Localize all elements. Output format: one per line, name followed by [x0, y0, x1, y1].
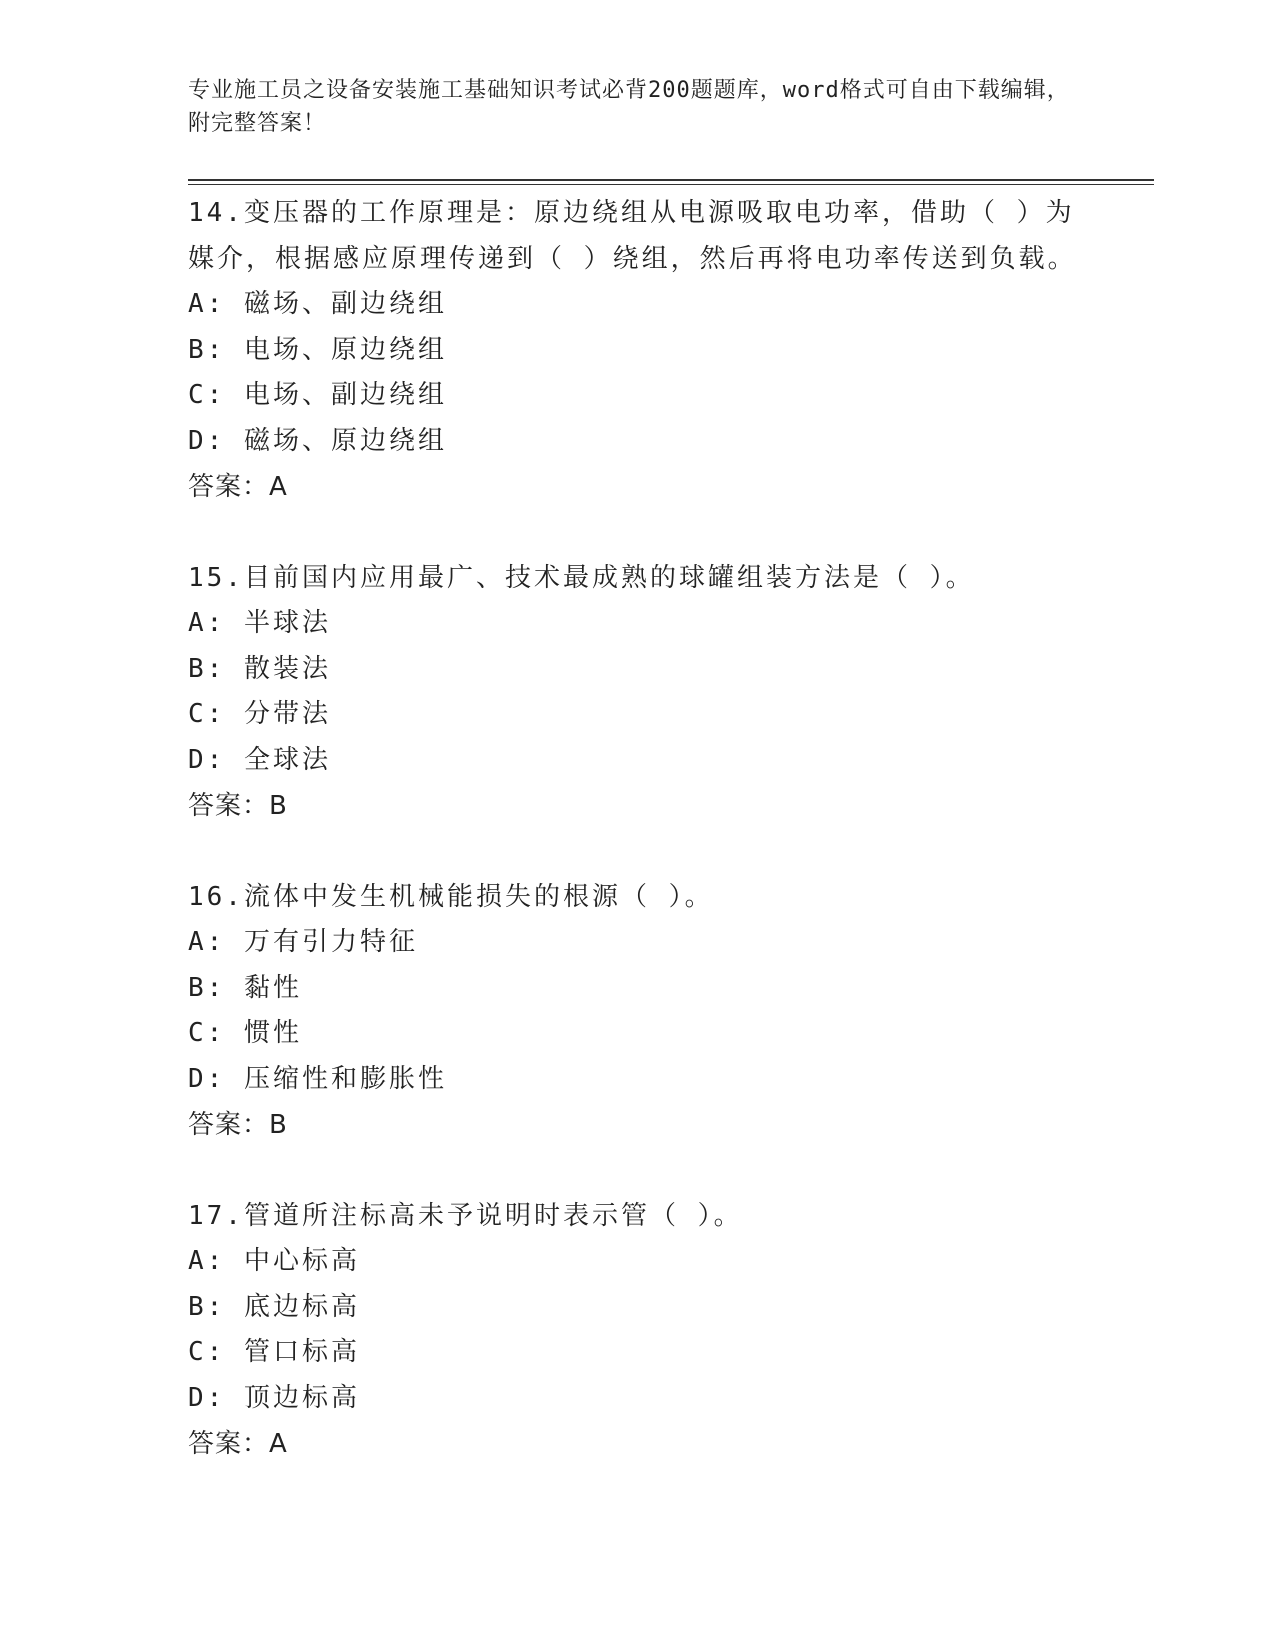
- question-15: [188, 555, 1088, 829]
- answer-line: 答案：B: [188, 1110, 288, 1140]
- question-text: 16.流体中发生机械能损失的根源（ ）。: [188, 882, 714, 912]
- header-divider-thick: [188, 179, 1154, 181]
- option-a: A: 万有引力特征: [188, 927, 418, 957]
- option-d: D: 压缩性和膨胀性: [188, 1063, 447, 1094]
- document-header: 专业施工员之设备安装施工基础知识考试必背200题题库，word格式可自由下载编辑，附完整答案！: [188, 78, 1070, 136]
- option-b: B: 散装法: [188, 653, 331, 684]
- option-c: C: 惯性: [188, 1018, 302, 1048]
- option-a: A: 半球法: [188, 608, 331, 638]
- option-c: C: 管口标高: [188, 1337, 360, 1367]
- question-text: 14.变压器的工作原理是：原边绕组从电源吸取电功率，借助（ ）为媒介，根据感应原理传递到（ ）绕组，然后再将电功率传送到负载。: [188, 198, 1077, 274]
- option-b: B: 黏性: [188, 972, 302, 1003]
- option-b: B: 底边标高: [188, 1291, 360, 1322]
- option-d: D: 全球法: [188, 744, 331, 775]
- question-text: 17.管道所注标高未予说明时表示管（ ）。: [188, 1201, 743, 1231]
- option-d: D: 磁场、原边绕组: [188, 425, 447, 456]
- answer-line: 答案：A: [188, 1429, 288, 1459]
- option-c: C: 电场、副边绕组: [188, 380, 447, 410]
- option-a: A: 磁场、副边绕组: [188, 289, 447, 319]
- option-c: C: 分带法: [188, 699, 331, 729]
- option-a: A: 中心标高: [188, 1246, 360, 1276]
- option-b: B: 电场、原边绕组: [188, 334, 447, 365]
- answer-line: 答案：A: [188, 472, 288, 502]
- question-14: [188, 190, 1088, 510]
- answer-line: 答案：B: [188, 791, 288, 821]
- question-list: [188, 190, 1088, 1512]
- question-text: 15.目前国内应用最广、技术最成熟的球罐组装方法是（ ）。: [188, 563, 975, 593]
- question-17: [188, 1193, 1088, 1467]
- header-divider-thin: [188, 184, 1154, 185]
- question-16: [188, 874, 1088, 1148]
- option-d: D: 顶边标高: [188, 1382, 360, 1413]
